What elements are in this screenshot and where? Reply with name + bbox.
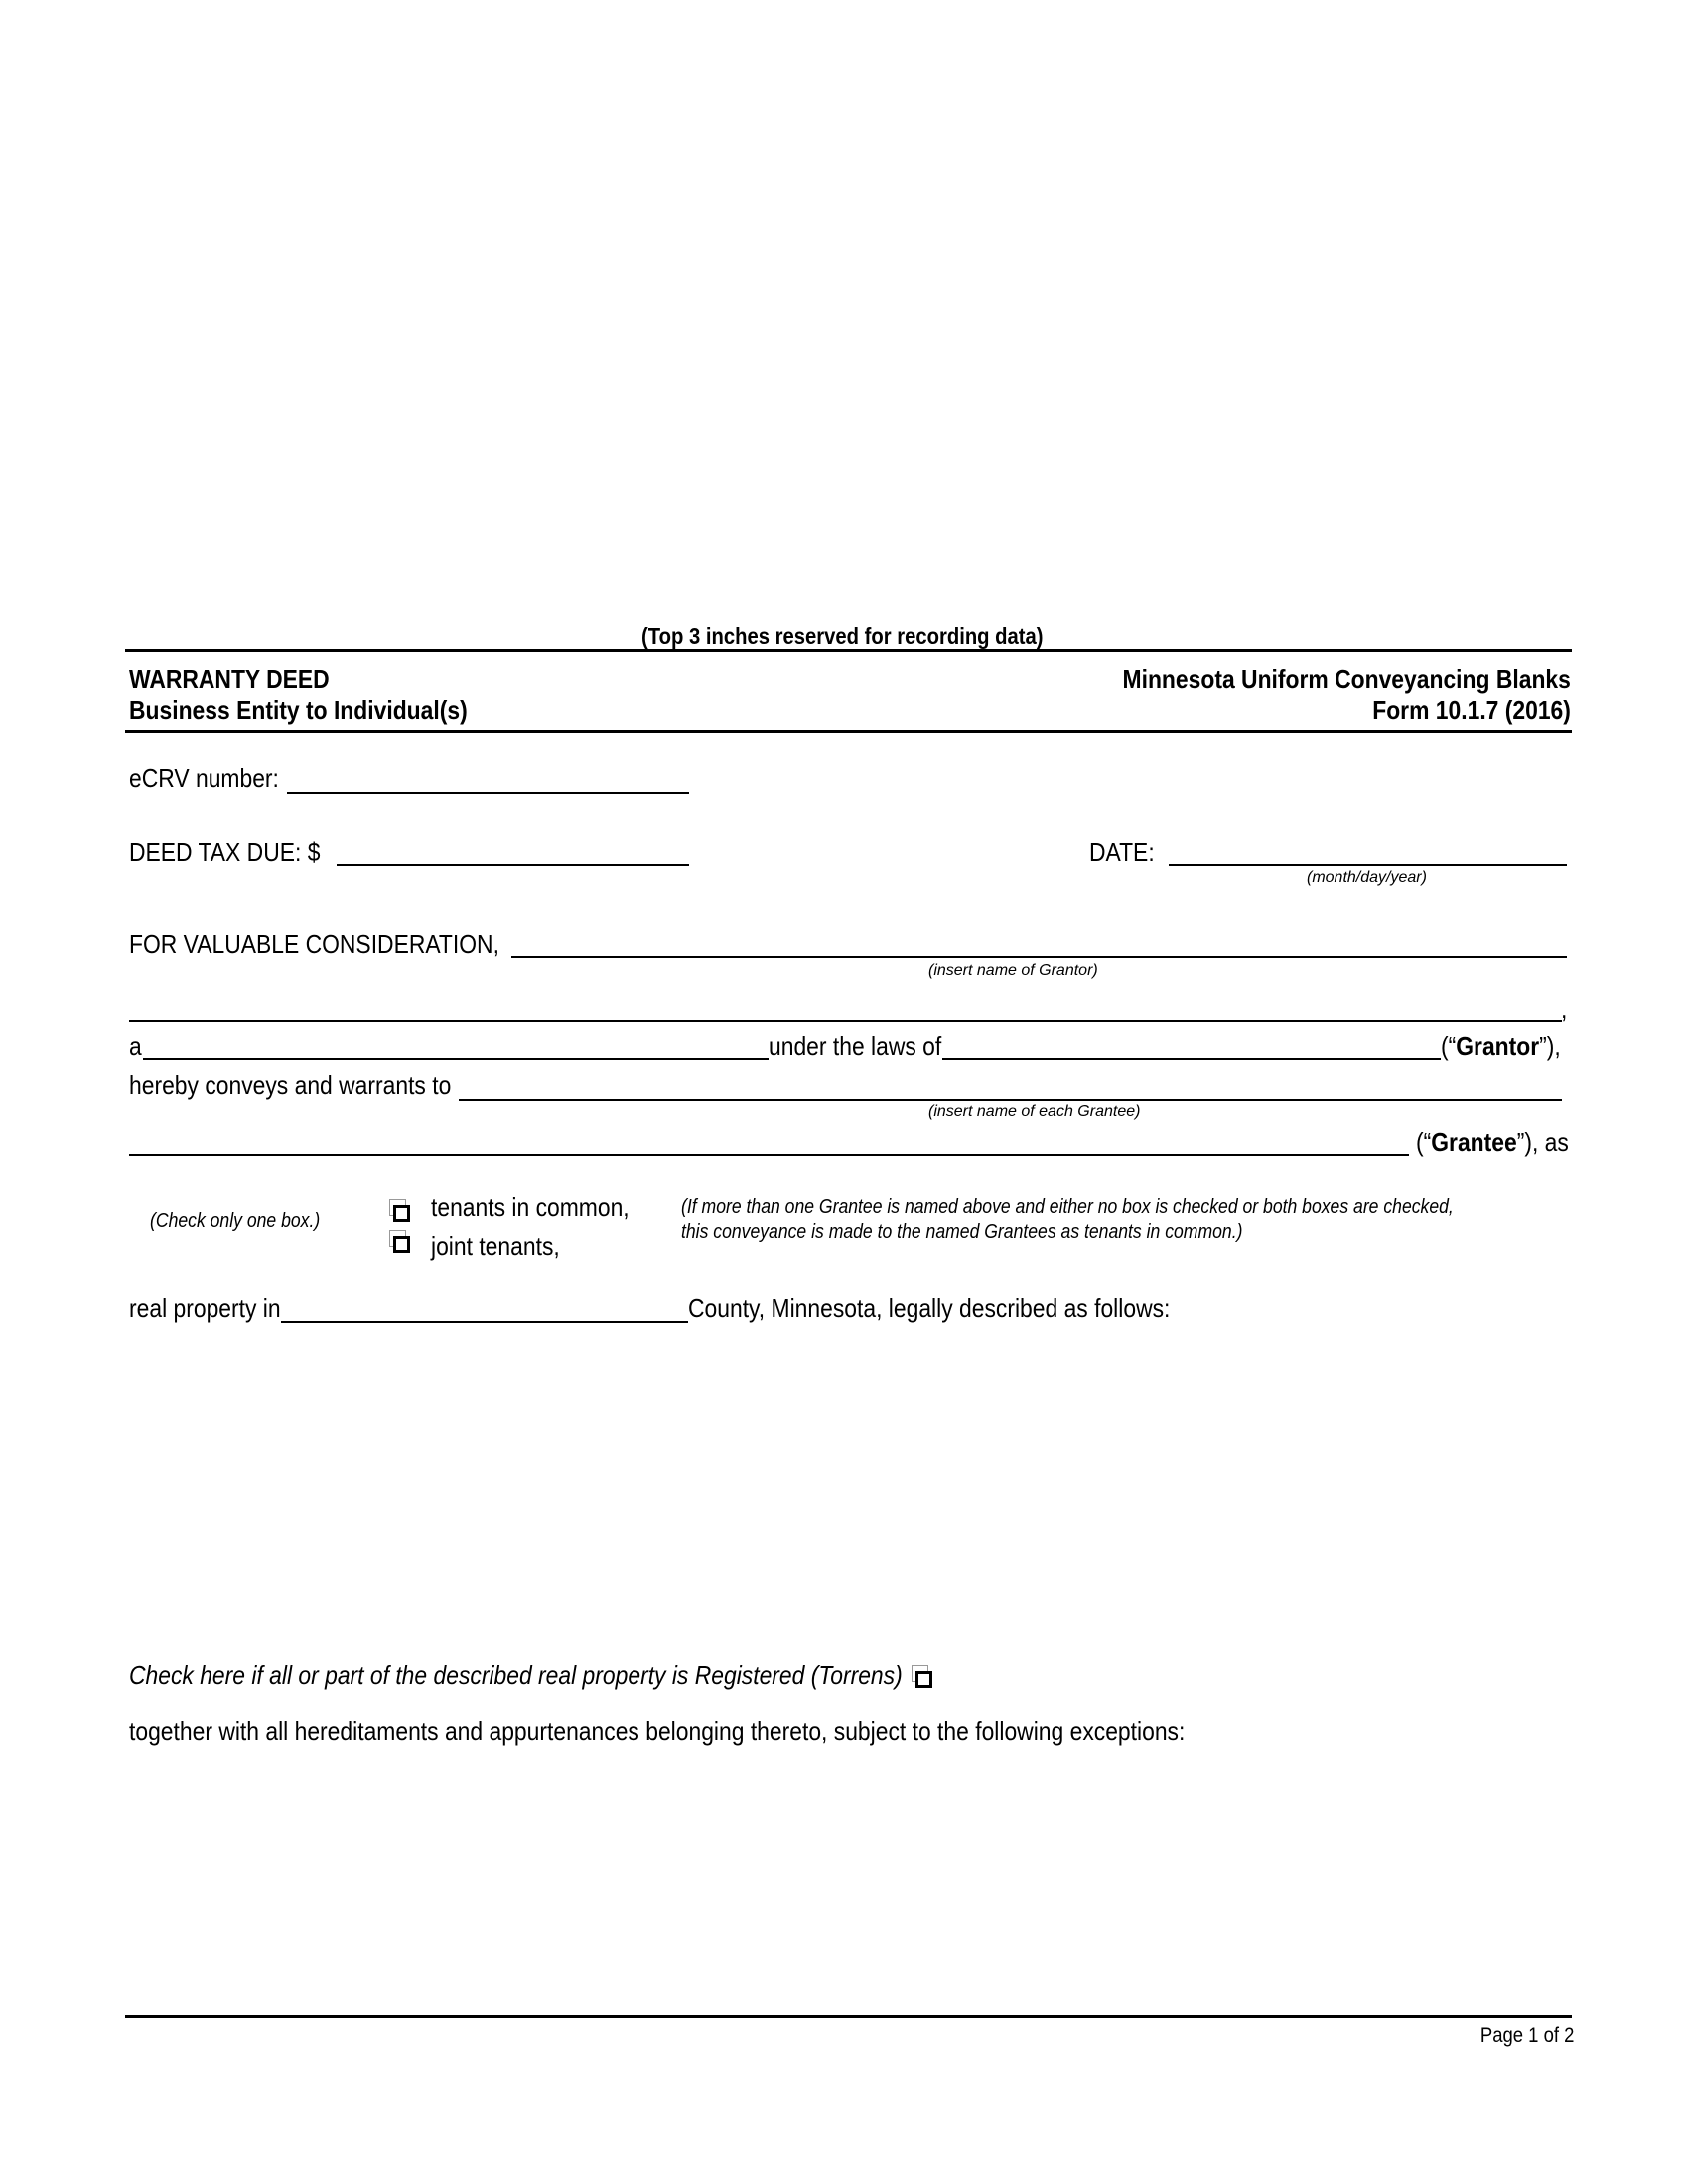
joint-tenants-label: joint tenants, [431,1231,560,1261]
date-hint: (month/day/year) [1307,869,1427,886]
a-label: a [129,1031,142,1061]
ecrv-label: eCRV number: [129,763,279,793]
tenants-in-common-label: tenants in common, [431,1192,630,1222]
entity-type-field[interactable] [143,1058,769,1060]
grantor-open-quote: (“ [1441,1031,1457,1061]
tenancy-note-line-2: this conveyance is made to the named Grantees as tenants in common.) [681,1221,1243,1243]
recording-note: (Top 3 inches reserved for recording data) [641,623,1044,649]
county-label: County, Minnesota, legally described as follows: [688,1294,1171,1323]
grantee-open-quote: (“ [1416,1127,1432,1157]
real-property-label: real property in [129,1294,281,1323]
conveys-label: hereby conveys and warrants to [129,1070,452,1100]
joint-tenants-checkbox[interactable] [393,1236,410,1253]
grantor-hint: (insert name of Grantor) [928,962,1098,979]
footer-rule [125,2015,1572,2018]
grantee-name-field[interactable] [459,1099,1562,1101]
hereditaments-text: together with all hereditaments and appurtenances belonging thereto, subject to the following exceptions: [129,1716,1186,1746]
ecrv-number-field[interactable] [287,792,689,794]
jurisdiction-field[interactable] [942,1058,1441,1060]
date-field[interactable] [1169,864,1567,866]
top-rule [125,649,1572,652]
deed-tax-field[interactable] [337,864,689,866]
grantee-hint: (insert name of each Grantee) [928,1103,1141,1120]
grantor-word: Grantor [1456,1031,1540,1061]
grantor-close-quote: ”), [1539,1031,1561,1061]
grantee-word: Grantee [1431,1127,1517,1157]
grantee-definition [1416,1129,1569,1155]
under-laws-label: under the laws of [769,1031,942,1061]
grantor-name-field-continued[interactable] [129,1020,1562,1022]
grantee-close-quote: ”), as [1516,1127,1569,1157]
grantee-name-field-continued[interactable] [129,1154,1409,1156]
header-rule [125,730,1572,733]
county-field[interactable] [281,1321,688,1323]
deed-subtitle: Business Entity to Individual(s) [129,695,468,725]
tenancy-note-line-1: (If more than one Grantee is named above and either no box is checked or both boxes are checked, [681,1196,1454,1218]
tenants-in-common-checkbox[interactable] [393,1205,410,1222]
date-label: DATE: [1089,837,1155,867]
grantor-name-field[interactable] [511,956,1567,958]
consideration-label: FOR VALUABLE CONSIDERATION, [129,929,499,959]
page-number: Page 1 of 2 [1479,2024,1574,2047]
check-one-note: (Check only one box.) [150,1210,321,1232]
grantor-definition [1441,1033,1561,1059]
torrens-checkbox[interactable] [915,1671,932,1688]
form-series-title: Minnesota Uniform Conveyancing Blanks [1122,664,1571,694]
deed-title: WARRANTY DEED [129,664,330,694]
torrens-label: Check here if all or part of the described real property is Registered (Torrens) [129,1660,903,1690]
comma: , [1561,994,1568,1024]
form-number: Form 10.1.7 (2016) [1372,695,1571,725]
deed-tax-label: DEED TAX DUE: $ [129,837,321,867]
